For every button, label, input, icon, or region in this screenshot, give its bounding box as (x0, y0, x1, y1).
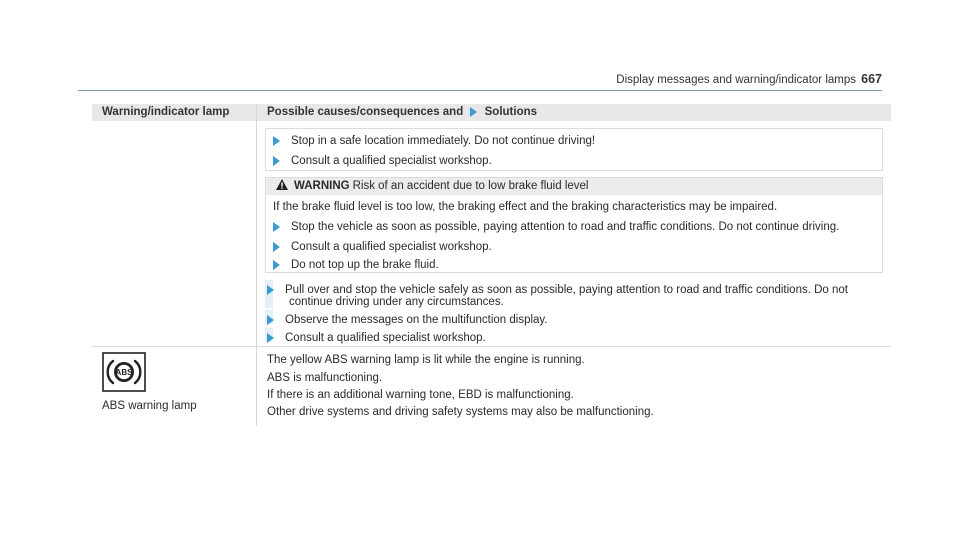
warning-step-text: Stop the vehicle as soon as possible, paying attention to road and traffic conditions. Do not continue driving. (291, 221, 840, 233)
abs-description-line: If there is an additional warning tone, EBD is malfunctioning. (267, 389, 574, 401)
solution-step-text: Consult a qualified specialist workshop. (285, 332, 486, 344)
arrow-right-icon (273, 260, 280, 270)
solution-step (267, 284, 848, 296)
arrow-right-icon (273, 156, 280, 166)
header-title: Display messages and warning/indicator lamps (616, 74, 856, 86)
warning-step-text: Consult a qualified specialist workshop. (291, 241, 492, 253)
abs-warning-lamp-icon (102, 352, 146, 392)
page-number: 667 (861, 72, 882, 86)
causes-column (257, 104, 891, 426)
abs-description-line: ABS is malfunctioning. (267, 372, 383, 384)
instruction-step (273, 135, 595, 147)
abs-lamp-caption: ABS warning lamp (102, 400, 197, 412)
solution-step-continuation: continue driving under any circumstances. (289, 296, 504, 308)
arrow-right-icon (267, 333, 274, 343)
warning-label: WARNING (294, 180, 350, 192)
solution-step (267, 314, 548, 326)
column-header-causes-prefix: Possible causes/consequences and (267, 106, 464, 118)
row-divider (92, 346, 891, 347)
abs-description-line: The yellow ABS warning lamp is lit while the engine is running. (267, 354, 585, 366)
abs-description-line: Other drive systems and driving safety systems may also be malfunctioning. (267, 406, 654, 418)
warning-lamp-table (92, 104, 891, 426)
instruction-step-text: Stop in a safe location immediately. Do not continue driving! (291, 135, 596, 147)
abs-icon-text: ABS (115, 368, 133, 377)
arrow-right-icon (273, 222, 280, 232)
warning-text: Risk of an accident due to low brake fluid level (352, 180, 589, 192)
instruction-step (273, 155, 492, 167)
solution-step-text: Observe the messages on the multifunction display. (285, 314, 548, 326)
warning-step (273, 241, 492, 253)
arrow-right-icon (273, 242, 280, 252)
warning-box (265, 177, 883, 273)
warning-step (273, 259, 439, 271)
arrow-right-icon (267, 285, 274, 295)
warning-step-text: Do not top up the brake fluid. (291, 259, 439, 271)
arrow-right-icon (267, 315, 274, 325)
warning-step (273, 221, 839, 233)
instruction-box (265, 128, 883, 171)
warning-triangle-icon (276, 179, 288, 190)
instruction-step-text: Consult a qualified specialist workshop. (291, 155, 492, 167)
column-header-lamp-label: Warning/indicator lamp (102, 106, 230, 118)
arrow-right-icon (273, 136, 280, 146)
warning-description: If the brake fluid level is too low, the braking effect and the braking characteristics may be impaired. (273, 201, 778, 213)
solution-step-text: Pull over and stop the vehicle safely as soon as possible, paying attention to road and traffic conditions. Do not (285, 284, 848, 296)
solution-step (267, 332, 486, 344)
column-header-causes-suffix: Solutions (484, 106, 538, 118)
page-header (78, 70, 882, 91)
warning-bar (266, 178, 882, 195)
